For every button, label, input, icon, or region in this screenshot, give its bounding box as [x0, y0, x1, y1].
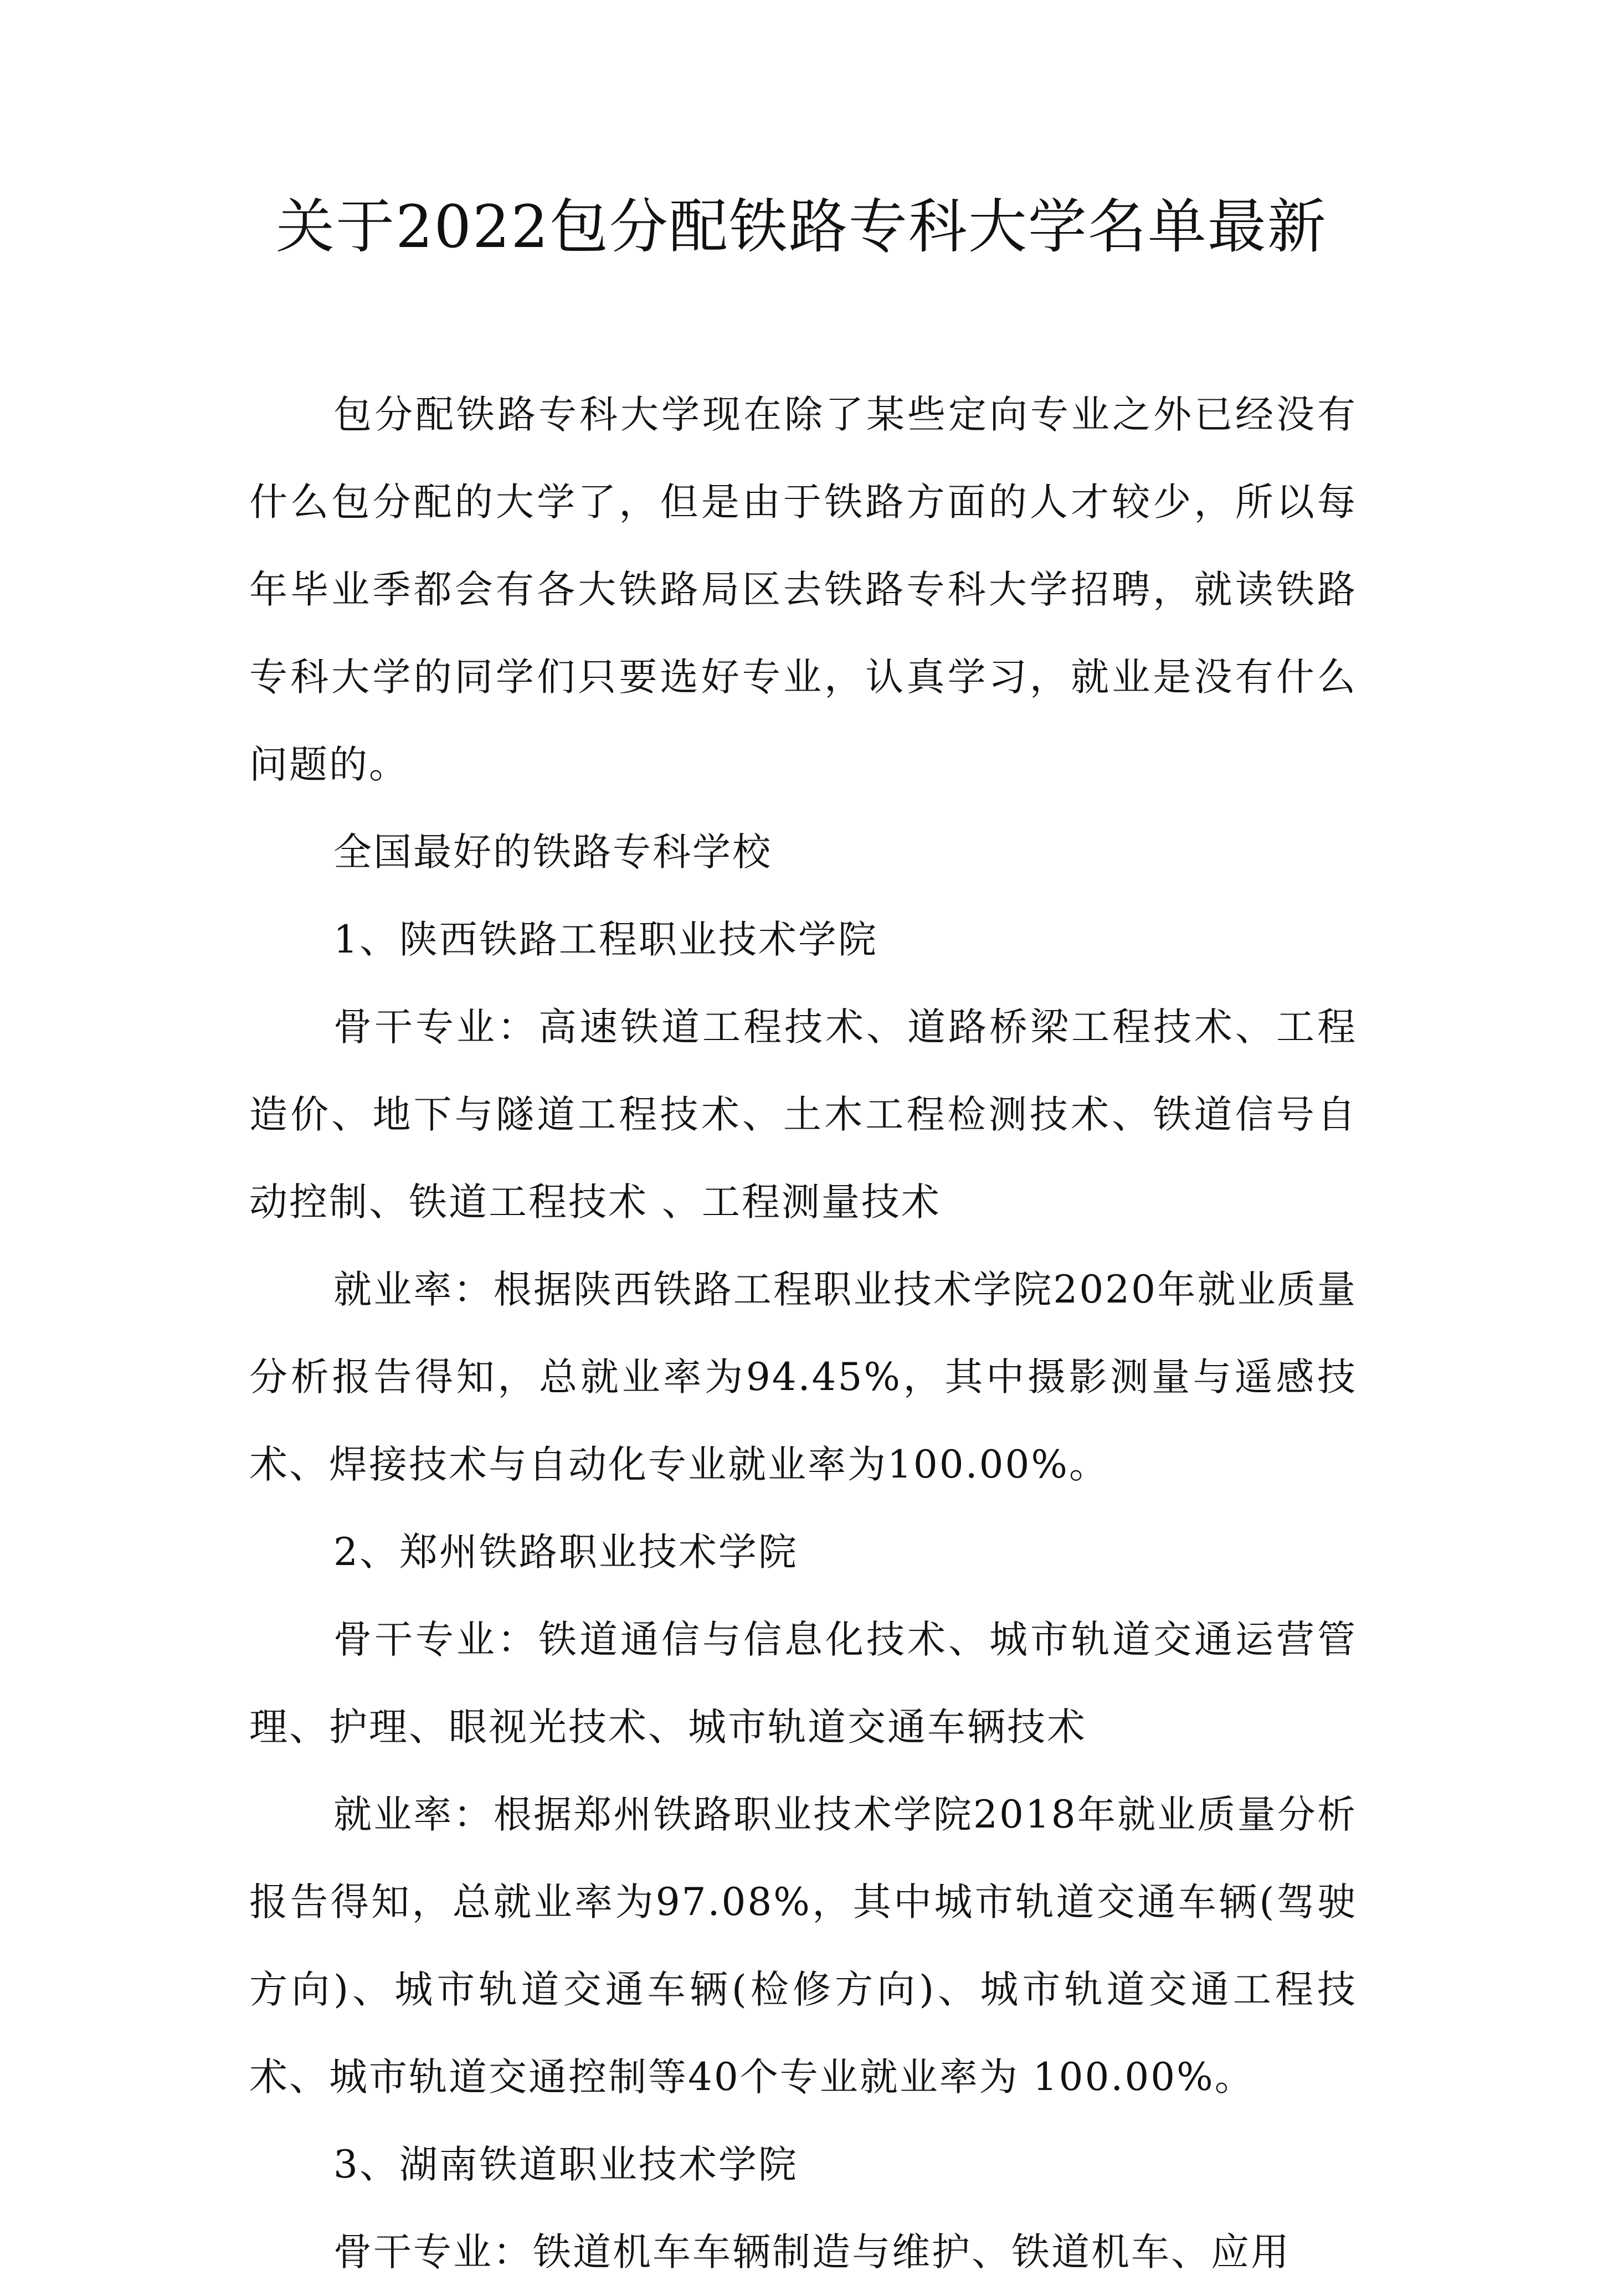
school-1-majors: 骨干专业：高速铁道工程技术、道路桥梁工程技术、工程造价、地下与隧道工程技术、土木工程检测技术、铁道信号自动控制、铁道工程技术 、工程测量技术 [249, 1005, 1357, 1224]
document-body [249, 371, 1357, 2296]
school-heading-3: 3、湖南铁道职业技术学院 [333, 2143, 798, 2187]
intro-paragraph: 包分配铁路专科大学现在除了某些定向专业之外已经没有什么包分配的大学了，但是由于铁路方面的人才较少，所以每年毕业季都会有各大铁路局区去铁路专科大学招聘，就读铁路专科大学的同学们只要选好专业，认真学习，就业是没有什么问题的。 [249, 393, 1357, 787]
school-heading-1: 1、陕西铁路工程职业技术学院 [333, 918, 878, 962]
school-2-majors: 骨干专业：铁道通信与信息化技术、城市轨道交通运营管理、护理、眼视光技术、城市轨道交通车辆技术 [249, 1618, 1357, 1749]
school-2-employment: 就业率：根据郑州铁路职业技术学院2018年就业质量分析报告得知，总就业率为97.08%，其中城市轨道交通车辆(驾驶方向)、城市轨道交通车辆(检修方向)、城市轨道交通工程技术、城市轨道交通控制等40个专业就业率为 100.00%。 [249, 1793, 1357, 2099]
school-1-employment: 就业率：根据陕西铁路工程职业技术学院2020年就业质量分析报告得知，总就业率为94.45%，其中摄影测量与遥感技术、焊接技术与自动化专业就业率为100.00%。 [249, 1268, 1357, 1487]
school-3-majors: 骨干专业：铁道机车车辆制造与维护、铁道机车、应用 [333, 2230, 1291, 2274]
document-title: 关于2022包分配铁路专科大学名单最新 [276, 193, 1327, 261]
school-heading-2: 2、郑州铁路职业技术学院 [333, 1530, 798, 1574]
section-heading: 全国最好的铁路专科学校 [333, 830, 772, 874]
